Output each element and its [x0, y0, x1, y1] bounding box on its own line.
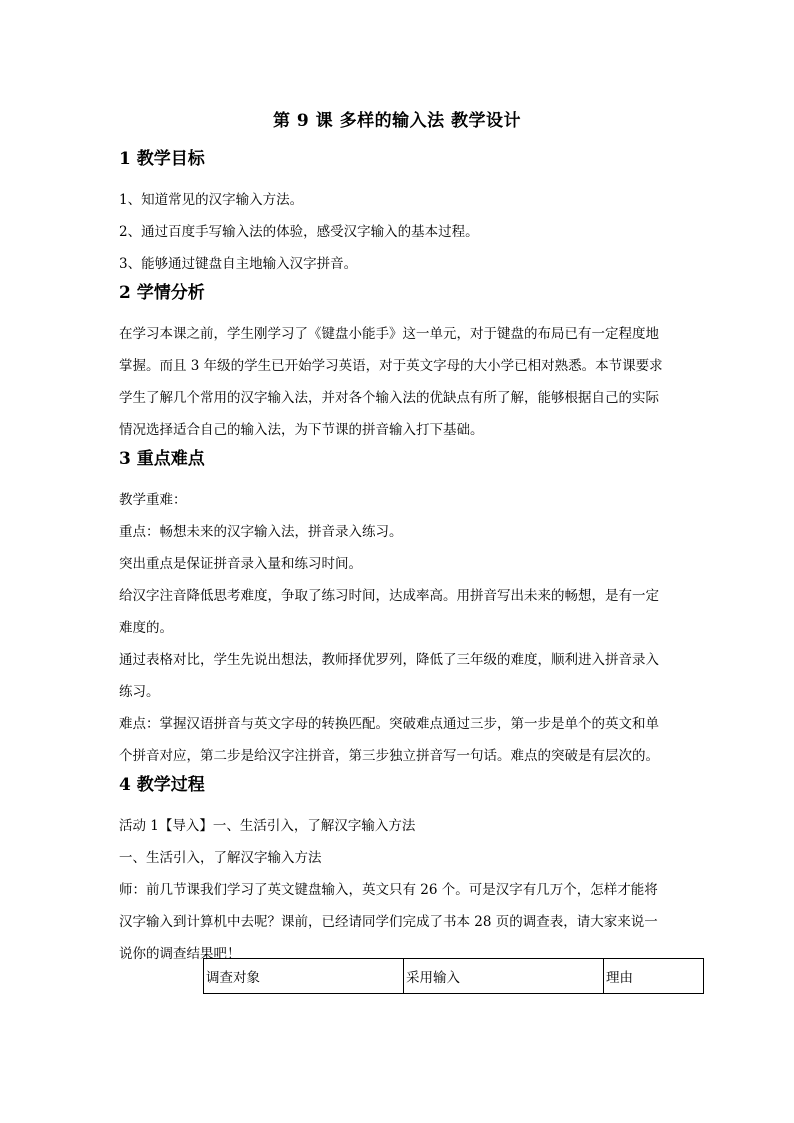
section-heading-analysis: 2 学情分析	[119, 283, 205, 303]
document-title: 第 9 课 多样的输入法 教学设计	[272, 111, 521, 131]
table-header-cell: 理由	[604, 959, 704, 994]
process-line: 汉字输入到计算机中去呢？课前，已经请同学们完成了书本 28 页的调查表，请大家来说一	[119, 914, 658, 930]
section-heading-process: 4 教学过程	[119, 775, 205, 795]
key-points-line: 通过表格对比，学生先说出想法，教师择优罗列，降低了三年级的难度，顺利进入拼音录入	[119, 652, 659, 668]
section-heading-objectives: 1 教学目标	[119, 149, 205, 169]
section-heading-key-points: 3 重点难点	[119, 449, 205, 469]
key-points-line: 难点：掌握汉语拼音与英文字母的转换匹配。突破难点通过三步，第一步是单个的英文和单	[119, 716, 659, 732]
process-line: 说你的调查结果吧！	[119, 946, 241, 962]
document-body	[119, 146, 679, 970]
process-line: 一、生活引入，了解汉字输入方法	[119, 850, 322, 866]
analysis-line: 在学习本课之前，学生刚学习了《键盘小能手》这一单元，对于键盘的布局已有一定程度地	[119, 326, 659, 342]
survey-table	[203, 958, 704, 994]
analysis-line: 掌握。而且 3 年级的学生已开始学习英语，对于英文字母的大小学已相对熟悉。本节课要求	[119, 358, 663, 374]
key-points-line: 给汉字注音降低思考难度，争取了练习时间，达成率高。用拼音写出未来的畅想，是有一定	[119, 588, 659, 604]
key-points-line: 突出重点是保证拼音录入量和练习时间。	[119, 556, 362, 572]
objective-item: 1、知道常见的汉字输入方法。	[119, 192, 304, 208]
key-points-line: 练习。	[119, 684, 160, 700]
process-line: 师：前几节课我们学习了英文键盘输入，英文只有 26 个。可是汉字有几万个，怎样才能将	[119, 882, 658, 898]
analysis-line: 情况选择适合自己的输入法，为下节课的拼音输入打下基础。	[119, 422, 484, 438]
table-header-cell: 采用输入	[404, 959, 604, 994]
table-header-row	[204, 959, 704, 994]
objective-item: 3、能够通过键盘自主地输入汉字拼音。	[119, 256, 358, 272]
key-points-line: 教学重难：	[119, 492, 187, 508]
process-line: 活动 1【导入】一、生活引入，了解汉字输入方法	[119, 818, 416, 834]
analysis-line: 学生了解几个常用的汉字输入法，并对各个输入法的优缺点有所了解，能够根据自己的实际	[119, 390, 659, 406]
key-points-line: 难度的。	[119, 620, 173, 636]
key-points-line: 重点：畅想未来的汉字输入法，拼音录入练习。	[119, 524, 403, 540]
table-header-cell: 调查对象	[204, 959, 404, 994]
objective-item: 2、通过百度手写输入法的体验，感受汉字输入的基本过程。	[119, 224, 479, 240]
key-points-line: 个拼音对应，第二步是给汉字注拼音，第三步独立拼音写一句话。难点的突破是有层次的。	[119, 748, 659, 764]
